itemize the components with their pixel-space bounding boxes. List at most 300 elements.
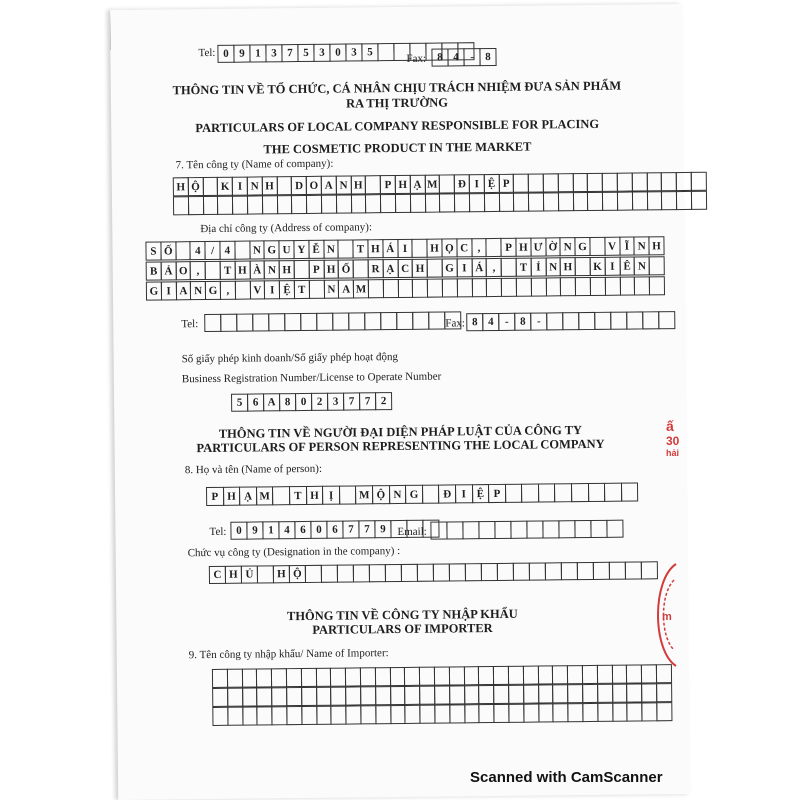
char-cell[interactable] bbox=[641, 702, 657, 721]
char-cell[interactable]: 9 bbox=[374, 520, 391, 538]
char-cell[interactable] bbox=[493, 685, 509, 704]
char-cell[interactable] bbox=[537, 665, 553, 684]
char-cell[interactable]: 9 bbox=[233, 45, 250, 63]
char-cell[interactable]: 3 bbox=[327, 393, 344, 411]
char-cell[interactable] bbox=[656, 702, 672, 721]
char-cell[interactable] bbox=[306, 195, 322, 214]
char-cell[interactable] bbox=[463, 666, 479, 685]
char-cell[interactable] bbox=[227, 707, 243, 726]
char-cell[interactable] bbox=[606, 520, 623, 538]
char-cell[interactable]: 8 bbox=[479, 48, 496, 66]
char-cell[interactable] bbox=[368, 279, 384, 298]
char-cell[interactable] bbox=[501, 258, 517, 277]
char-cell[interactable] bbox=[497, 563, 514, 581]
char-cell[interactable]: Ạ bbox=[239, 486, 257, 505]
char-cell[interactable] bbox=[301, 706, 317, 725]
char-cell[interactable]: - bbox=[530, 312, 547, 330]
char-cell[interactable] bbox=[336, 194, 352, 213]
char-cell[interactable] bbox=[479, 704, 495, 723]
char-cell[interactable]: 0 bbox=[295, 393, 312, 411]
char-cell[interactable]: Ạ bbox=[409, 175, 425, 194]
char-cell[interactable] bbox=[277, 195, 293, 214]
char-cell[interactable]: Ộ bbox=[372, 485, 390, 504]
char-cell[interactable] bbox=[526, 520, 543, 538]
char-cell[interactable] bbox=[412, 279, 428, 298]
char-cell[interactable]: 8 bbox=[514, 313, 531, 331]
char-cell[interactable]: I bbox=[604, 257, 620, 276]
char-cell[interactable] bbox=[523, 666, 539, 685]
char-cell[interactable]: , bbox=[486, 258, 502, 277]
char-cell[interactable]: T bbox=[294, 280, 310, 299]
char-cell[interactable] bbox=[301, 687, 317, 706]
char-cell[interactable] bbox=[457, 278, 473, 297]
char-cell[interactable]: N bbox=[336, 175, 352, 194]
char-cell[interactable] bbox=[626, 664, 642, 683]
char-cell[interactable] bbox=[589, 237, 605, 256]
char-cell[interactable] bbox=[422, 485, 440, 504]
char-cell[interactable] bbox=[462, 521, 479, 539]
char-cell[interactable] bbox=[427, 259, 443, 278]
char-cell[interactable] bbox=[331, 706, 347, 725]
char-cell[interactable]: N bbox=[545, 257, 561, 276]
char-cell[interactable]: Ư bbox=[530, 237, 546, 256]
char-cell[interactable] bbox=[543, 192, 559, 211]
char-cell[interactable] bbox=[434, 685, 450, 704]
char-cell[interactable]: , bbox=[190, 261, 206, 280]
char-cell[interactable]: Ố bbox=[338, 259, 354, 278]
char-cell[interactable] bbox=[691, 172, 707, 191]
char-cell[interactable] bbox=[321, 565, 338, 583]
char-cell[interactable] bbox=[594, 312, 611, 330]
char-cell[interactable] bbox=[419, 667, 435, 686]
char-cell[interactable]: I bbox=[469, 174, 485, 193]
char-cell[interactable]: 2 bbox=[375, 392, 392, 410]
char-cell[interactable] bbox=[553, 703, 569, 722]
char-cell[interactable]: M bbox=[424, 175, 440, 194]
char-cell[interactable] bbox=[316, 706, 332, 725]
char-cell[interactable] bbox=[493, 704, 509, 723]
char-cell[interactable] bbox=[626, 311, 643, 329]
char-cell[interactable] bbox=[513, 563, 530, 581]
char-cell[interactable]: 7 bbox=[342, 520, 359, 538]
char-cell[interactable]: D bbox=[291, 176, 307, 195]
char-cell[interactable] bbox=[649, 276, 665, 295]
char-cell[interactable] bbox=[188, 196, 204, 215]
char-cell[interactable] bbox=[567, 684, 583, 703]
char-cell[interactable] bbox=[271, 706, 287, 725]
person-name-field[interactable] bbox=[207, 482, 639, 506]
char-cell[interactable]: H bbox=[306, 486, 324, 505]
char-cell[interactable] bbox=[575, 277, 591, 296]
char-cell[interactable] bbox=[360, 705, 376, 724]
char-cell[interactable] bbox=[560, 277, 576, 296]
char-cell[interactable] bbox=[604, 483, 622, 502]
char-cell[interactable]: 6 bbox=[294, 521, 311, 539]
char-cell[interactable] bbox=[291, 195, 307, 214]
char-cell[interactable]: K bbox=[590, 257, 606, 276]
char-cell[interactable]: H bbox=[427, 239, 443, 258]
char-cell[interactable]: A bbox=[321, 176, 337, 195]
char-cell[interactable] bbox=[575, 257, 591, 276]
char-cell[interactable] bbox=[554, 483, 572, 502]
char-cell[interactable] bbox=[305, 565, 322, 583]
char-cell[interactable] bbox=[252, 313, 269, 331]
char-cell[interactable] bbox=[528, 173, 544, 192]
char-cell[interactable]: Ờ bbox=[545, 237, 561, 256]
char-cell[interactable] bbox=[365, 194, 381, 213]
char-cell[interactable] bbox=[631, 172, 647, 191]
char-cell[interactable]: 8 bbox=[431, 48, 448, 66]
char-cell[interactable] bbox=[523, 685, 539, 704]
char-cell[interactable] bbox=[538, 483, 556, 502]
char-cell[interactable]: A bbox=[338, 279, 354, 298]
char-cell[interactable] bbox=[621, 482, 639, 501]
char-cell[interactable]: N bbox=[389, 485, 407, 504]
char-cell[interactable] bbox=[646, 172, 662, 191]
char-cell[interactable]: I bbox=[161, 281, 177, 300]
char-cell[interactable]: 9 bbox=[246, 521, 263, 539]
char-cell[interactable] bbox=[501, 278, 517, 297]
char-cell[interactable]: V bbox=[604, 237, 620, 256]
char-cell[interactable] bbox=[345, 667, 361, 686]
char-cell[interactable] bbox=[330, 687, 346, 706]
char-cell[interactable]: B bbox=[146, 261, 162, 280]
char-cell[interactable] bbox=[449, 685, 465, 704]
char-cell[interactable] bbox=[593, 562, 610, 580]
char-cell[interactable]: H bbox=[173, 177, 189, 196]
char-cell[interactable] bbox=[385, 564, 402, 582]
char-cell[interactable] bbox=[510, 521, 527, 539]
char-cell[interactable] bbox=[390, 705, 406, 724]
char-cell[interactable] bbox=[294, 260, 310, 279]
char-cell[interactable] bbox=[419, 686, 435, 705]
char-cell[interactable] bbox=[545, 277, 561, 296]
char-cell[interactable] bbox=[542, 520, 559, 538]
char-cell[interactable]: 4 bbox=[447, 48, 464, 66]
char-cell[interactable] bbox=[247, 195, 263, 214]
char-cell[interactable] bbox=[528, 192, 544, 211]
char-cell[interactable]: 3 bbox=[313, 44, 330, 62]
char-cell[interactable]: 6 bbox=[247, 393, 264, 411]
char-cell[interactable]: 3 bbox=[345, 43, 362, 61]
char-cell[interactable] bbox=[433, 563, 450, 581]
char-cell[interactable]: 2 bbox=[311, 393, 328, 411]
char-cell[interactable] bbox=[572, 173, 588, 192]
char-cell[interactable]: 4 bbox=[219, 241, 235, 260]
char-cell[interactable]: Ệ bbox=[483, 174, 499, 193]
char-cell[interactable]: 7 bbox=[343, 392, 360, 410]
char-cell[interactable] bbox=[300, 313, 317, 331]
char-cell[interactable] bbox=[676, 172, 692, 191]
char-cell[interactable] bbox=[284, 313, 301, 331]
char-cell[interactable] bbox=[235, 281, 251, 300]
char-cell[interactable] bbox=[405, 705, 421, 724]
char-cell[interactable]: H bbox=[223, 487, 241, 506]
char-cell[interactable] bbox=[661, 172, 677, 191]
char-cell[interactable] bbox=[597, 684, 613, 703]
char-cell[interactable] bbox=[478, 521, 495, 539]
char-cell[interactable]: H bbox=[323, 260, 339, 279]
char-cell[interactable]: M bbox=[256, 486, 274, 505]
char-cell[interactable] bbox=[380, 312, 397, 330]
char-cell[interactable]: A bbox=[175, 281, 191, 300]
char-cell[interactable] bbox=[434, 704, 450, 723]
fax-company-field[interactable] bbox=[467, 311, 675, 331]
company-address-field-row3[interactable] bbox=[147, 276, 665, 300]
char-cell[interactable]: H bbox=[367, 239, 383, 258]
char-cell[interactable] bbox=[602, 173, 618, 192]
char-cell[interactable] bbox=[272, 486, 290, 505]
char-cell[interactable] bbox=[612, 684, 628, 703]
char-cell[interactable] bbox=[389, 667, 405, 686]
char-cell[interactable]: Ỉ bbox=[530, 257, 546, 276]
char-cell[interactable] bbox=[242, 706, 258, 725]
char-cell[interactable] bbox=[449, 666, 465, 685]
char-cell[interactable] bbox=[587, 173, 603, 192]
char-cell[interactable] bbox=[286, 687, 302, 706]
char-cell[interactable] bbox=[217, 196, 233, 215]
char-cell[interactable] bbox=[571, 483, 589, 502]
char-cell[interactable] bbox=[424, 194, 440, 213]
char-cell[interactable] bbox=[627, 702, 643, 721]
char-cell[interactable] bbox=[383, 279, 399, 298]
char-cell[interactable] bbox=[395, 194, 411, 213]
char-cell[interactable]: N bbox=[634, 236, 650, 255]
char-cell[interactable]: C bbox=[456, 238, 472, 257]
char-cell[interactable] bbox=[202, 177, 218, 196]
char-cell[interactable]: Ố bbox=[160, 241, 176, 260]
char-cell[interactable] bbox=[353, 564, 370, 582]
char-cell[interactable] bbox=[546, 312, 563, 330]
char-cell[interactable] bbox=[345, 705, 361, 724]
char-cell[interactable] bbox=[676, 191, 692, 210]
char-cell[interactable]: Đ bbox=[438, 484, 456, 503]
char-cell[interactable] bbox=[321, 195, 337, 214]
char-cell[interactable] bbox=[257, 565, 274, 583]
char-cell[interactable] bbox=[257, 706, 273, 725]
char-cell[interactable]: P bbox=[206, 487, 224, 506]
char-cell[interactable]: Ả bbox=[160, 261, 176, 280]
char-cell[interactable] bbox=[365, 175, 381, 194]
char-cell[interactable]: T bbox=[353, 239, 369, 258]
char-cell[interactable] bbox=[572, 192, 588, 211]
char-cell[interactable] bbox=[641, 683, 657, 702]
char-cell[interactable]: P bbox=[498, 174, 514, 193]
char-cell[interactable] bbox=[256, 668, 272, 687]
char-cell[interactable] bbox=[375, 686, 391, 705]
char-cell[interactable] bbox=[505, 484, 523, 503]
char-cell[interactable] bbox=[315, 668, 331, 687]
char-cell[interactable] bbox=[465, 563, 482, 581]
char-cell[interactable] bbox=[360, 667, 376, 686]
char-cell[interactable] bbox=[375, 667, 391, 686]
char-cell[interactable] bbox=[212, 669, 228, 688]
char-cell[interactable] bbox=[661, 191, 677, 210]
char-cell[interactable] bbox=[412, 312, 429, 330]
char-cell[interactable] bbox=[619, 277, 635, 296]
char-cell[interactable] bbox=[173, 196, 189, 215]
char-cell[interactable] bbox=[531, 277, 547, 296]
char-cell[interactable]: H bbox=[234, 261, 250, 280]
char-cell[interactable]: 5 bbox=[361, 43, 378, 61]
char-cell[interactable]: - bbox=[463, 48, 480, 66]
char-cell[interactable] bbox=[561, 562, 578, 580]
char-cell[interactable] bbox=[649, 256, 665, 275]
char-cell[interactable] bbox=[484, 193, 500, 212]
char-cell[interactable] bbox=[268, 313, 285, 331]
char-cell[interactable] bbox=[691, 191, 707, 210]
char-cell[interactable] bbox=[567, 665, 583, 684]
char-cell[interactable] bbox=[212, 707, 228, 726]
char-cell[interactable] bbox=[597, 703, 613, 722]
char-cell[interactable] bbox=[508, 704, 524, 723]
char-cell[interactable]: K bbox=[217, 177, 233, 196]
char-cell[interactable]: 5 bbox=[297, 44, 314, 62]
char-cell[interactable] bbox=[417, 564, 434, 582]
char-cell[interactable] bbox=[256, 687, 272, 706]
char-cell[interactable]: H bbox=[279, 260, 295, 279]
license-number-field[interactable] bbox=[232, 392, 392, 412]
char-cell[interactable]: R bbox=[368, 259, 384, 278]
char-cell[interactable]: N bbox=[323, 240, 339, 259]
char-cell[interactable] bbox=[364, 312, 381, 330]
char-cell[interactable]: N bbox=[247, 176, 263, 195]
char-cell[interactable]: Ọ bbox=[441, 238, 457, 257]
char-cell[interactable]: I bbox=[456, 258, 472, 277]
char-cell[interactable] bbox=[360, 686, 376, 705]
char-cell[interactable]: 7 bbox=[358, 520, 375, 538]
char-cell[interactable] bbox=[220, 314, 237, 332]
char-cell[interactable]: 4 bbox=[482, 313, 499, 331]
char-cell[interactable]: Ê bbox=[619, 257, 635, 276]
char-cell[interactable]: I bbox=[397, 239, 413, 258]
char-cell[interactable]: H bbox=[412, 259, 428, 278]
char-cell[interactable] bbox=[609, 562, 626, 580]
char-cell[interactable] bbox=[562, 312, 579, 330]
char-cell[interactable]: I bbox=[232, 177, 248, 196]
char-cell[interactable]: Ễ bbox=[308, 240, 324, 259]
email-field[interactable] bbox=[431, 520, 623, 540]
char-cell[interactable]: 0 bbox=[310, 521, 327, 539]
char-cell[interactable] bbox=[508, 685, 524, 704]
char-cell[interactable] bbox=[439, 193, 455, 212]
char-cell[interactable]: G bbox=[405, 485, 423, 504]
char-cell[interactable]: 0 bbox=[217, 45, 234, 63]
char-cell[interactable]: Á bbox=[382, 239, 398, 258]
char-cell[interactable] bbox=[390, 686, 406, 705]
char-cell[interactable] bbox=[538, 703, 554, 722]
char-cell[interactable] bbox=[446, 521, 463, 539]
char-cell[interactable] bbox=[204, 314, 221, 332]
char-cell[interactable] bbox=[430, 521, 447, 539]
char-cell[interactable]: G bbox=[264, 240, 280, 259]
char-cell[interactable] bbox=[241, 668, 257, 687]
char-cell[interactable] bbox=[262, 195, 278, 214]
char-cell[interactable] bbox=[380, 194, 396, 213]
char-cell[interactable] bbox=[232, 196, 248, 215]
char-cell[interactable] bbox=[587, 192, 603, 211]
char-cell[interactable]: A bbox=[263, 393, 280, 411]
char-cell[interactable] bbox=[442, 278, 458, 297]
char-cell[interactable]: T bbox=[220, 261, 236, 280]
char-cell[interactable] bbox=[449, 563, 466, 581]
char-cell[interactable] bbox=[494, 521, 511, 539]
tel-company-field[interactable] bbox=[205, 311, 461, 332]
char-cell[interactable] bbox=[625, 561, 642, 579]
char-cell[interactable] bbox=[610, 312, 627, 330]
char-cell[interactable]: 8 bbox=[279, 393, 296, 411]
char-cell[interactable] bbox=[434, 666, 450, 685]
char-cell[interactable] bbox=[449, 704, 465, 723]
char-cell[interactable]: N bbox=[190, 281, 206, 300]
char-cell[interactable] bbox=[558, 520, 575, 538]
char-cell[interactable]: , bbox=[220, 281, 236, 300]
char-cell[interactable] bbox=[557, 173, 573, 192]
char-cell[interactable]: Ộ bbox=[289, 565, 306, 583]
char-cell[interactable]: , bbox=[471, 238, 487, 257]
char-cell[interactable] bbox=[351, 194, 367, 213]
char-cell[interactable]: H bbox=[225, 566, 242, 584]
char-cell[interactable] bbox=[552, 684, 568, 703]
char-cell[interactable] bbox=[578, 312, 595, 330]
char-cell[interactable]: Ĩ bbox=[619, 237, 635, 256]
char-cell[interactable] bbox=[419, 705, 435, 724]
char-cell[interactable] bbox=[428, 312, 445, 330]
char-cell[interactable] bbox=[316, 313, 333, 331]
char-cell[interactable] bbox=[632, 191, 648, 210]
char-cell[interactable] bbox=[464, 685, 480, 704]
char-cell[interactable] bbox=[646, 191, 662, 210]
char-cell[interactable] bbox=[205, 261, 221, 280]
char-cell[interactable] bbox=[439, 174, 455, 193]
char-cell[interactable] bbox=[353, 259, 369, 278]
char-cell[interactable]: N bbox=[264, 260, 280, 279]
char-cell[interactable]: / bbox=[205, 241, 221, 260]
char-cell[interactable] bbox=[602, 192, 618, 211]
char-cell[interactable] bbox=[478, 666, 494, 685]
char-cell[interactable] bbox=[523, 704, 539, 723]
char-cell[interactable]: G bbox=[575, 237, 591, 256]
char-cell[interactable]: 4 bbox=[278, 521, 295, 539]
designation-field[interactable] bbox=[210, 561, 658, 584]
char-cell[interactable] bbox=[617, 192, 633, 211]
char-cell[interactable] bbox=[582, 703, 598, 722]
char-cell[interactable] bbox=[545, 562, 562, 580]
char-cell[interactable]: H bbox=[648, 236, 664, 255]
char-cell[interactable]: N bbox=[323, 280, 339, 299]
char-cell[interactable] bbox=[577, 562, 594, 580]
char-cell[interactable] bbox=[493, 666, 509, 685]
char-cell[interactable] bbox=[203, 196, 219, 215]
char-cell[interactable]: U bbox=[279, 240, 295, 259]
char-cell[interactable]: H bbox=[395, 175, 411, 194]
char-cell[interactable]: 1 bbox=[262, 521, 279, 539]
char-cell[interactable]: Ạ bbox=[382, 259, 398, 278]
char-cell[interactable]: 0 bbox=[230, 522, 247, 540]
char-cell[interactable] bbox=[404, 686, 420, 705]
char-cell[interactable] bbox=[410, 194, 426, 213]
char-cell[interactable]: 8 bbox=[466, 313, 483, 331]
char-cell[interactable]: 3 bbox=[265, 44, 282, 62]
char-cell[interactable] bbox=[375, 705, 391, 724]
char-cell[interactable]: 1 bbox=[249, 44, 266, 62]
char-cell[interactable] bbox=[634, 276, 650, 295]
char-cell[interactable] bbox=[227, 669, 243, 688]
char-cell[interactable]: I bbox=[264, 280, 280, 299]
char-cell[interactable] bbox=[234, 241, 250, 260]
char-cell[interactable]: 6 bbox=[326, 521, 343, 539]
char-cell[interactable]: O bbox=[306, 176, 322, 195]
